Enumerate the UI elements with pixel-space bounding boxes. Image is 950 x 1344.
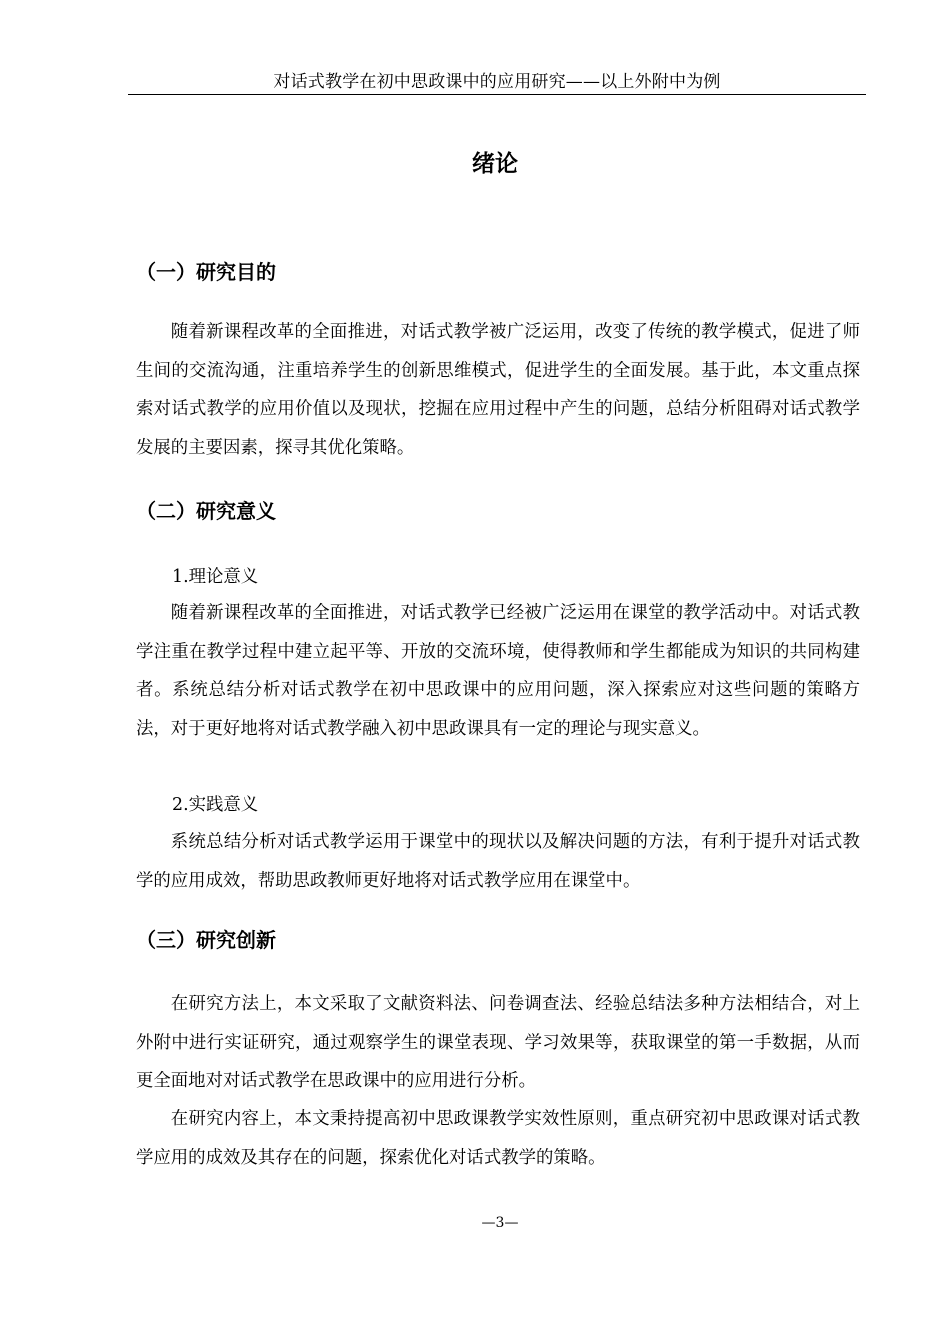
practice-paragraph: 系统总结分析对话式教学运用于课堂中的现状以及解决问题的方法，有利于提升对话式教学的应用成效，帮助思政教师更好地将对话式教学应用在课堂中。 bbox=[136, 832, 860, 891]
purpose-paragraph: 随着新课程改革的全面推进，对话式教学被广泛运用，改变了传统的教学模式，促进了师生间的交流沟通，注重培养学生的创新思维模式，促进学生的全面发展。基于此，本文重点探索对话式教学的应用价值以及现状，挖掘在应用过程中产生的问题，总结分析阻碍对话式教学发展的主要因素，探寻其优化策略。 bbox=[136, 322, 860, 458]
chapter-title: 绪论 bbox=[472, 151, 518, 177]
theory-paragraph: 随着新课程改革的全面推进，对话式教学已经被广泛运用在课堂的教学活动中。对话式教学注重在教学过程中建立起平等、开放的交流环境，使得教师和学生都能成为知识的共同构建者。系统总结分析对话式教学在初中思政课中的应用问题，深入探索应对这些问题的策略方法，对于更好地将对话式教学融入初中思政课具有一定的理论与现实意义。 bbox=[136, 603, 860, 739]
innovation-content-paragraph: 在研究内容上，本文秉持提高初中思政课教学实效性原则，重点研究初中思政课对话式教学应用的成效及其存在的问题，探索优化对话式教学的策略。 bbox=[136, 1109, 860, 1168]
practice-subheading: 2.实践意义 bbox=[172, 795, 259, 815]
section-heading-significance: （二）研究意义 bbox=[136, 499, 276, 523]
running-header-title: 对话式教学在初中思政课中的应用研究——以上外附中为例 bbox=[273, 72, 721, 92]
theory-subheading: 1.理论意义 bbox=[172, 567, 259, 587]
innovation-method-paragraph: 在研究方法上，本文采取了文献资料法、问卷调查法、经验总结法多种方法相结合，对上外附中进行实证研究，通过观察学生的课堂表现、学习效果等，获取课堂的第一手数据，从而更全面地对对话式教学在思政课中的应用进行分析。 bbox=[136, 994, 860, 1091]
section-heading-innovation: （三）研究创新 bbox=[136, 928, 276, 952]
section-heading-purpose: （一）研究目的 bbox=[136, 260, 276, 284]
page-number: —3— bbox=[481, 1215, 519, 1231]
running-header bbox=[128, 70, 866, 95]
